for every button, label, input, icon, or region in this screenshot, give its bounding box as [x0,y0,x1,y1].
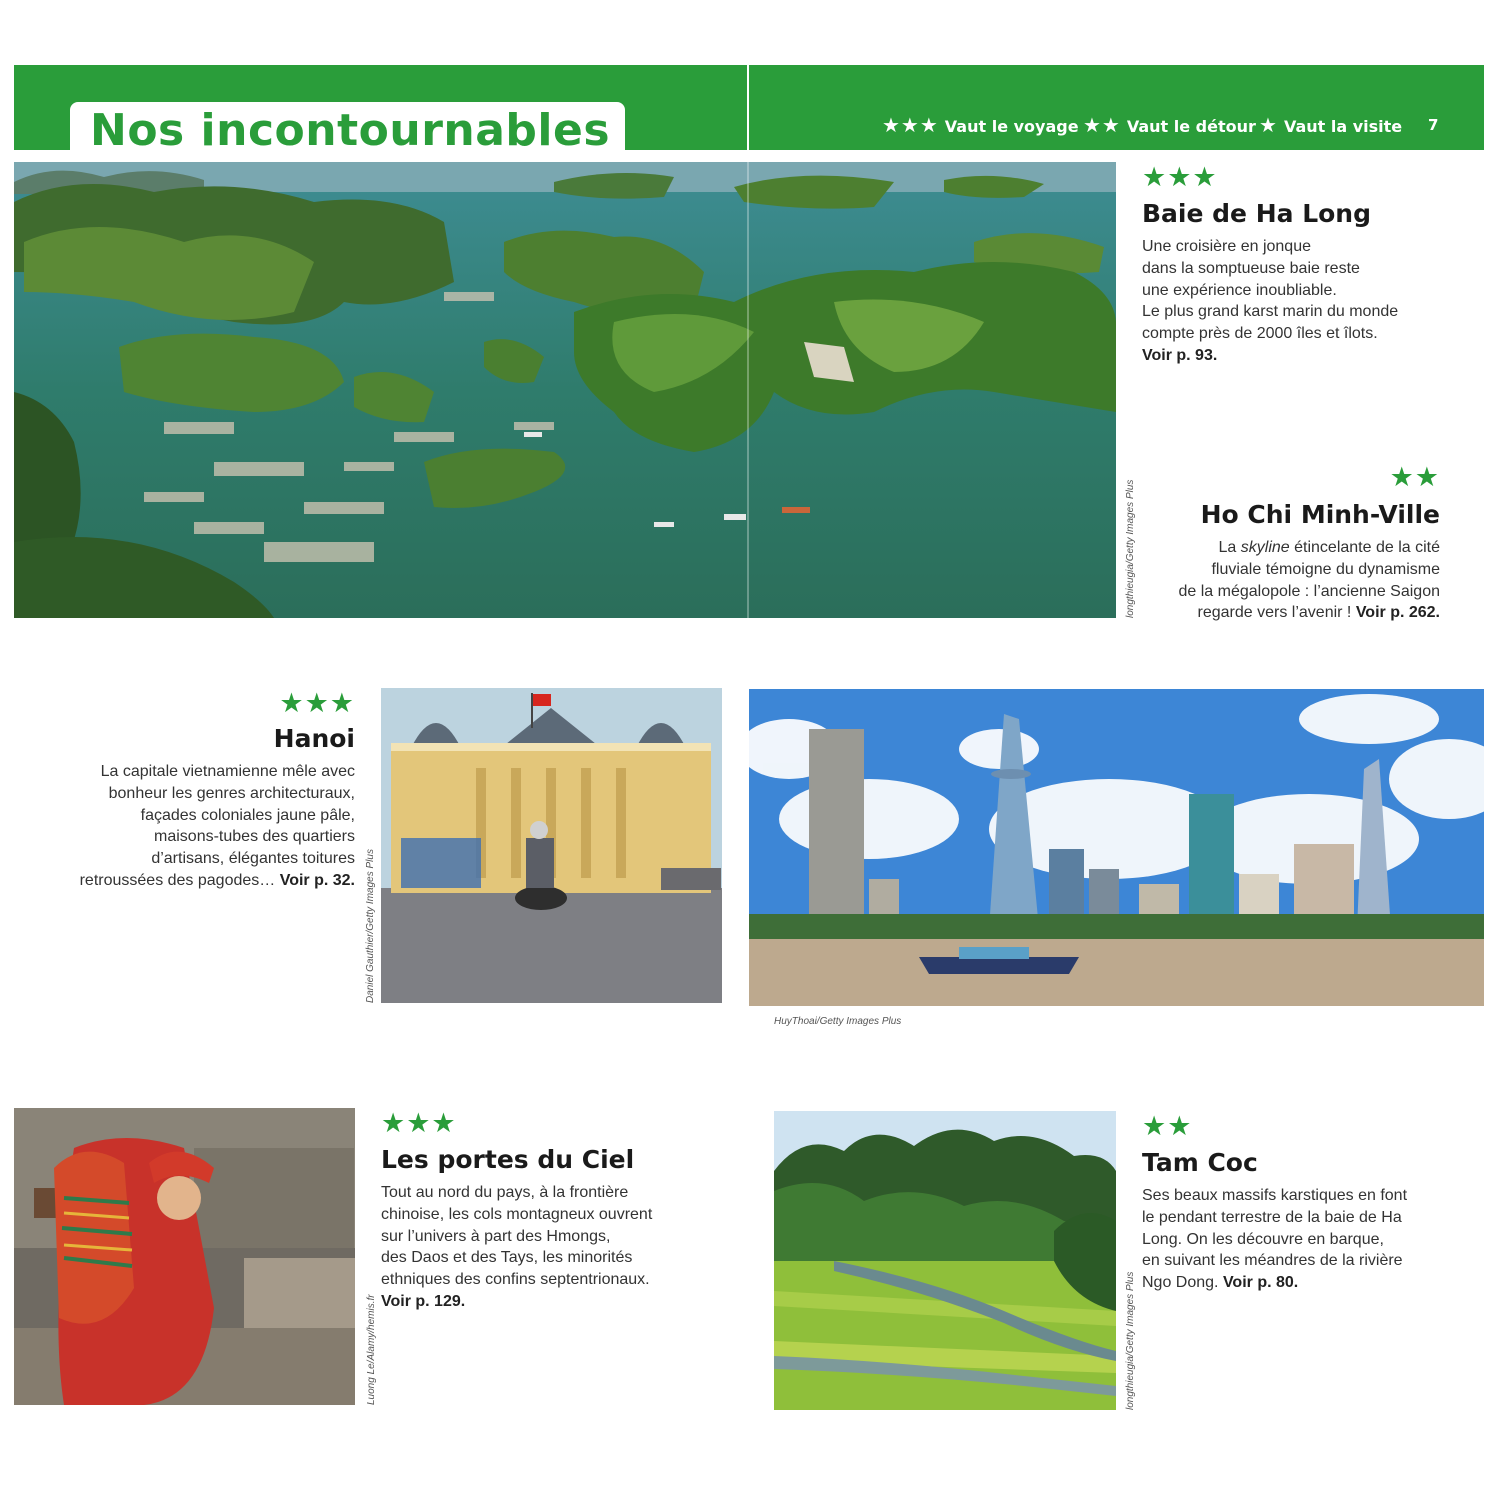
desc-line: Ses beaux massifs karstiques en font [1142,1187,1408,1204]
desc-line: Le plus grand karst marin du monde [1142,303,1399,321]
desc-line: sur l’univers à part des Hmongs, [381,1227,611,1245]
desc-line: maisons-tubes des quartiers [154,828,355,846]
tamcoc-page-ref: Voir p. 80. [1222,1274,1299,1292]
halong-title: Baie de Ha Long [1142,199,1372,228]
portes-description [381,1182,711,1313]
halong-page-ref: Voir p. 93. [1142,346,1218,364]
tamcoc-description [1142,1185,1462,1294]
one-star-icon: ★ [1259,113,1278,137]
page-title: Nos incontournables [90,105,611,156]
desc-line: le pendant terrestre de la baie de Ha [1142,1208,1402,1226]
legend-item-visite [1259,113,1402,137]
tam-coc-photo [774,1111,1116,1410]
desc-line: chinoise, les cols montagneux ouvrent [381,1205,653,1223]
halong-bay-photo [14,162,1116,618]
header-band-right [749,65,1484,150]
hanoi-description [40,761,355,892]
tamcoc-photo-credit: longthieugia/Getty Images Plus [1125,1271,1136,1410]
hcm-page-ref: Voir p. 262. [1355,604,1440,622]
desc-line: d’artisans, élégantes toitures [151,850,355,868]
hcm-skyline-photo [749,689,1484,1006]
desc-line: ethniques des confins septentrionaux. [381,1271,650,1289]
three-star-icon: ★★★ [882,113,939,137]
hanoi-page-ref: Voir p. 32. [279,871,355,889]
desc-line: Une croisière en jonque [1142,238,1311,255]
desc-line: de la mégalopole : l’ancienne Saigon [1178,582,1440,600]
legend-label: Vaut le voyage [944,117,1079,136]
halong-photo-credit: longthieugia/Getty Images Plus [1125,479,1136,618]
legend-item-detour [1083,113,1256,137]
hanoi-opera-photo [381,688,722,1003]
desc-line: bonheur les genres architecturaux, [108,784,355,802]
desc-text: La [1218,539,1241,556]
hcm-title: Ho Chi Minh-Ville [1200,500,1440,529]
desc-text: étincelante de la cité [1289,539,1440,556]
two-star-icon: ★★ [1083,113,1121,137]
desc-line: des Daos et des Tays, les minorités [381,1249,633,1267]
tamcoc-title: Tam Coc [1142,1148,1258,1177]
desc-text: Ngo Dong. [1142,1274,1223,1292]
hcm-description [1120,537,1440,624]
halong-description [1142,236,1462,367]
desc-text: regarde vers l’avenir ! [1197,604,1356,622]
hanoi-rating-stars: ★★★ [279,688,355,718]
tamcoc-rating-stars: ★★ [1142,1111,1193,1141]
desc-line: compte près de 2000 îles et îlots. [1142,325,1378,343]
hcm-rating-stars: ★★ [1389,462,1440,492]
desc-line: La capitale vietnamienne mêle avec [100,763,355,780]
legend-label: Vaut la visite [1283,117,1403,136]
halong-rating-stars: ★★★ [1142,162,1218,192]
desc-line: fluviale témoigne du dynamisme [1211,560,1440,578]
desc-line: dans la somptueuse baie reste [1142,259,1360,277]
desc-line: une expérience inoubliable. [1142,281,1337,299]
desc-line: Tout au nord du pays, à la frontière [381,1184,629,1201]
portes-title: Les portes du Ciel [381,1145,635,1174]
desc-line: Long. On les découvre en barque, [1142,1230,1384,1248]
portes-rating-stars: ★★★ [381,1108,457,1138]
hanoi-photo-credit: Daniel Gauthier/Getty Images Plus [365,849,376,1003]
hanoi-title: Hanoi [273,724,355,753]
portes-photo-credit: Luong Le/Alamy/hemis.fr [366,1294,377,1405]
desc-line: façades coloniales jaune pâle, [140,806,355,824]
legend-item-voyage [882,113,1079,137]
desc-line: en suivant les méandres de la rivière [1142,1252,1403,1270]
legend-label: Vaut le détour [1126,117,1256,136]
portes-page-ref: Voir p. 129. [381,1292,466,1310]
desc-emphasis: skyline [1240,539,1290,556]
page-number: 7 [1428,116,1439,134]
portes-du-ciel-photo [14,1108,355,1405]
desc-text: retroussées des pagodes… [79,871,280,889]
hcm-photo-credit: HuyThoai/Getty Images Plus [774,1016,902,1027]
